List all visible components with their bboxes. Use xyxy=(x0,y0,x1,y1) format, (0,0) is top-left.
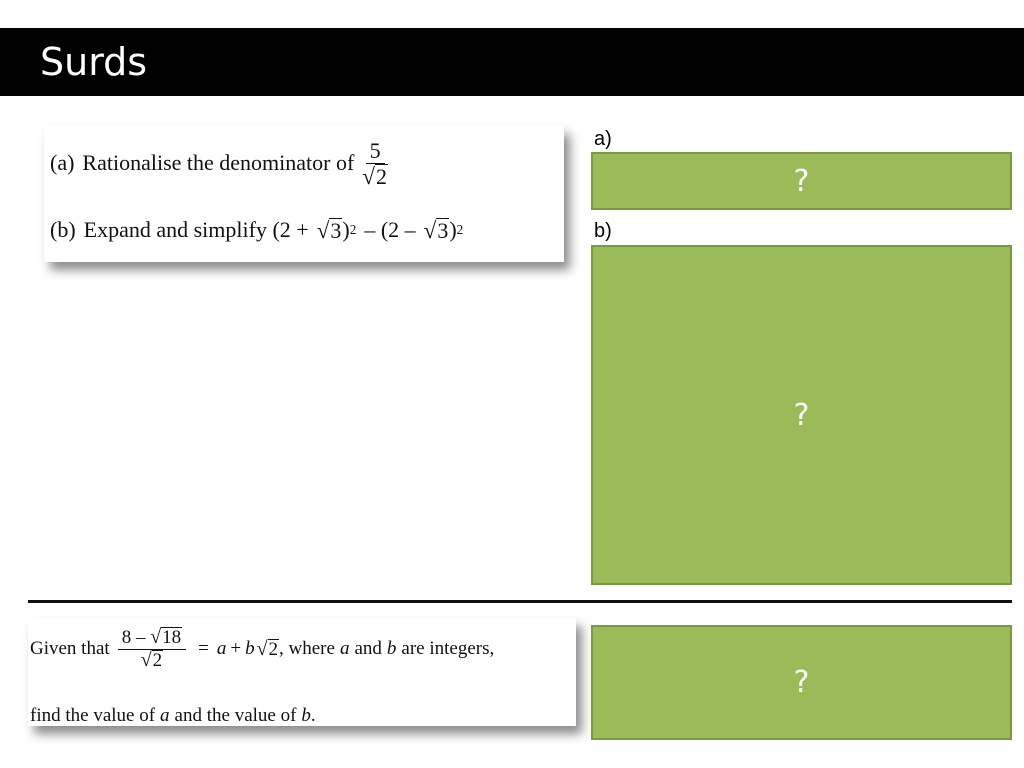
q2-var-b-2: b xyxy=(386,638,397,659)
q1b-radicand-2: 3 xyxy=(437,217,449,243)
q2-equals: = xyxy=(198,638,209,659)
question-2-box xyxy=(28,618,576,726)
q2-var-b-3: b xyxy=(301,705,311,726)
q1b-close-1: ) xyxy=(342,217,350,242)
answer-a-label: a) xyxy=(594,128,612,150)
answer-c-box[interactable] xyxy=(591,625,1012,740)
q1a-denominator: √ 2 xyxy=(362,163,387,190)
answer-a-box[interactable] xyxy=(591,152,1012,210)
q2-var-b: b xyxy=(245,638,255,659)
q1b-label: (b) xyxy=(50,217,76,242)
q1b-close-2: ) xyxy=(449,217,457,242)
question-2-line-1 xyxy=(30,620,494,678)
section-divider xyxy=(28,600,1012,603)
question-1-box xyxy=(44,126,564,262)
q2-rhs-radicand: 2 xyxy=(268,638,279,660)
q1a-numerator: 5 xyxy=(366,138,385,164)
q1b-radical-2: √ 3 xyxy=(423,216,449,243)
q1b-minus: – (2 – xyxy=(364,217,416,242)
q1b-radicand-1: 3 xyxy=(330,217,342,243)
q1a-label: (a) xyxy=(50,150,75,175)
q1a-fraction xyxy=(358,138,392,188)
q1b-text: Expand and simplify (2 + xyxy=(83,217,309,242)
q2-num-eight: 8 – xyxy=(121,627,146,649)
q2-var-a: a xyxy=(216,638,227,659)
q2-numerator xyxy=(118,627,186,650)
q2-find: find the value of xyxy=(30,705,156,726)
q2-var-a-3: a xyxy=(160,705,170,726)
page-title: Surds xyxy=(40,40,148,84)
q2-where: , where xyxy=(279,638,335,659)
q2-and: and xyxy=(354,638,382,659)
q2-and-value: and the value of xyxy=(174,705,297,726)
q2-rhs-radical: √ 2 xyxy=(256,637,279,660)
q2-denominator: √ 2 xyxy=(140,648,163,671)
q1b-radical-1: √ 3 xyxy=(316,216,342,243)
q2-den-radicand: 2 xyxy=(152,649,163,671)
q2-num-radicand: 18 xyxy=(162,627,182,649)
q1a-den-radicand: 2 xyxy=(375,164,387,190)
answer-a-placeholder: ? xyxy=(793,163,810,199)
answer-b-placeholder: ? xyxy=(793,397,810,433)
question-1a xyxy=(50,132,396,194)
q2-fraction xyxy=(118,627,186,671)
question-2-line-2 xyxy=(30,704,316,728)
q2-are-integers: are integers, xyxy=(401,638,495,659)
q2-num-radical: √ 18 xyxy=(150,626,182,649)
answer-b-box[interactable] xyxy=(591,245,1012,585)
q1a-text: Rationalise the denominator of xyxy=(82,150,355,175)
q2-plus: + xyxy=(230,638,242,659)
question-1b: (b) Expand and simplify (2 + √ 3 ) 2 – (2 – √ 3 ) 2 xyxy=(50,216,464,243)
answer-c-placeholder: ? xyxy=(793,665,810,700)
q2-given: Given that xyxy=(30,638,110,659)
q2-var-a-2: a xyxy=(339,638,350,659)
answer-b-label: b) xyxy=(594,220,612,242)
title-bar xyxy=(0,28,1024,96)
q2-period: . xyxy=(310,705,316,726)
